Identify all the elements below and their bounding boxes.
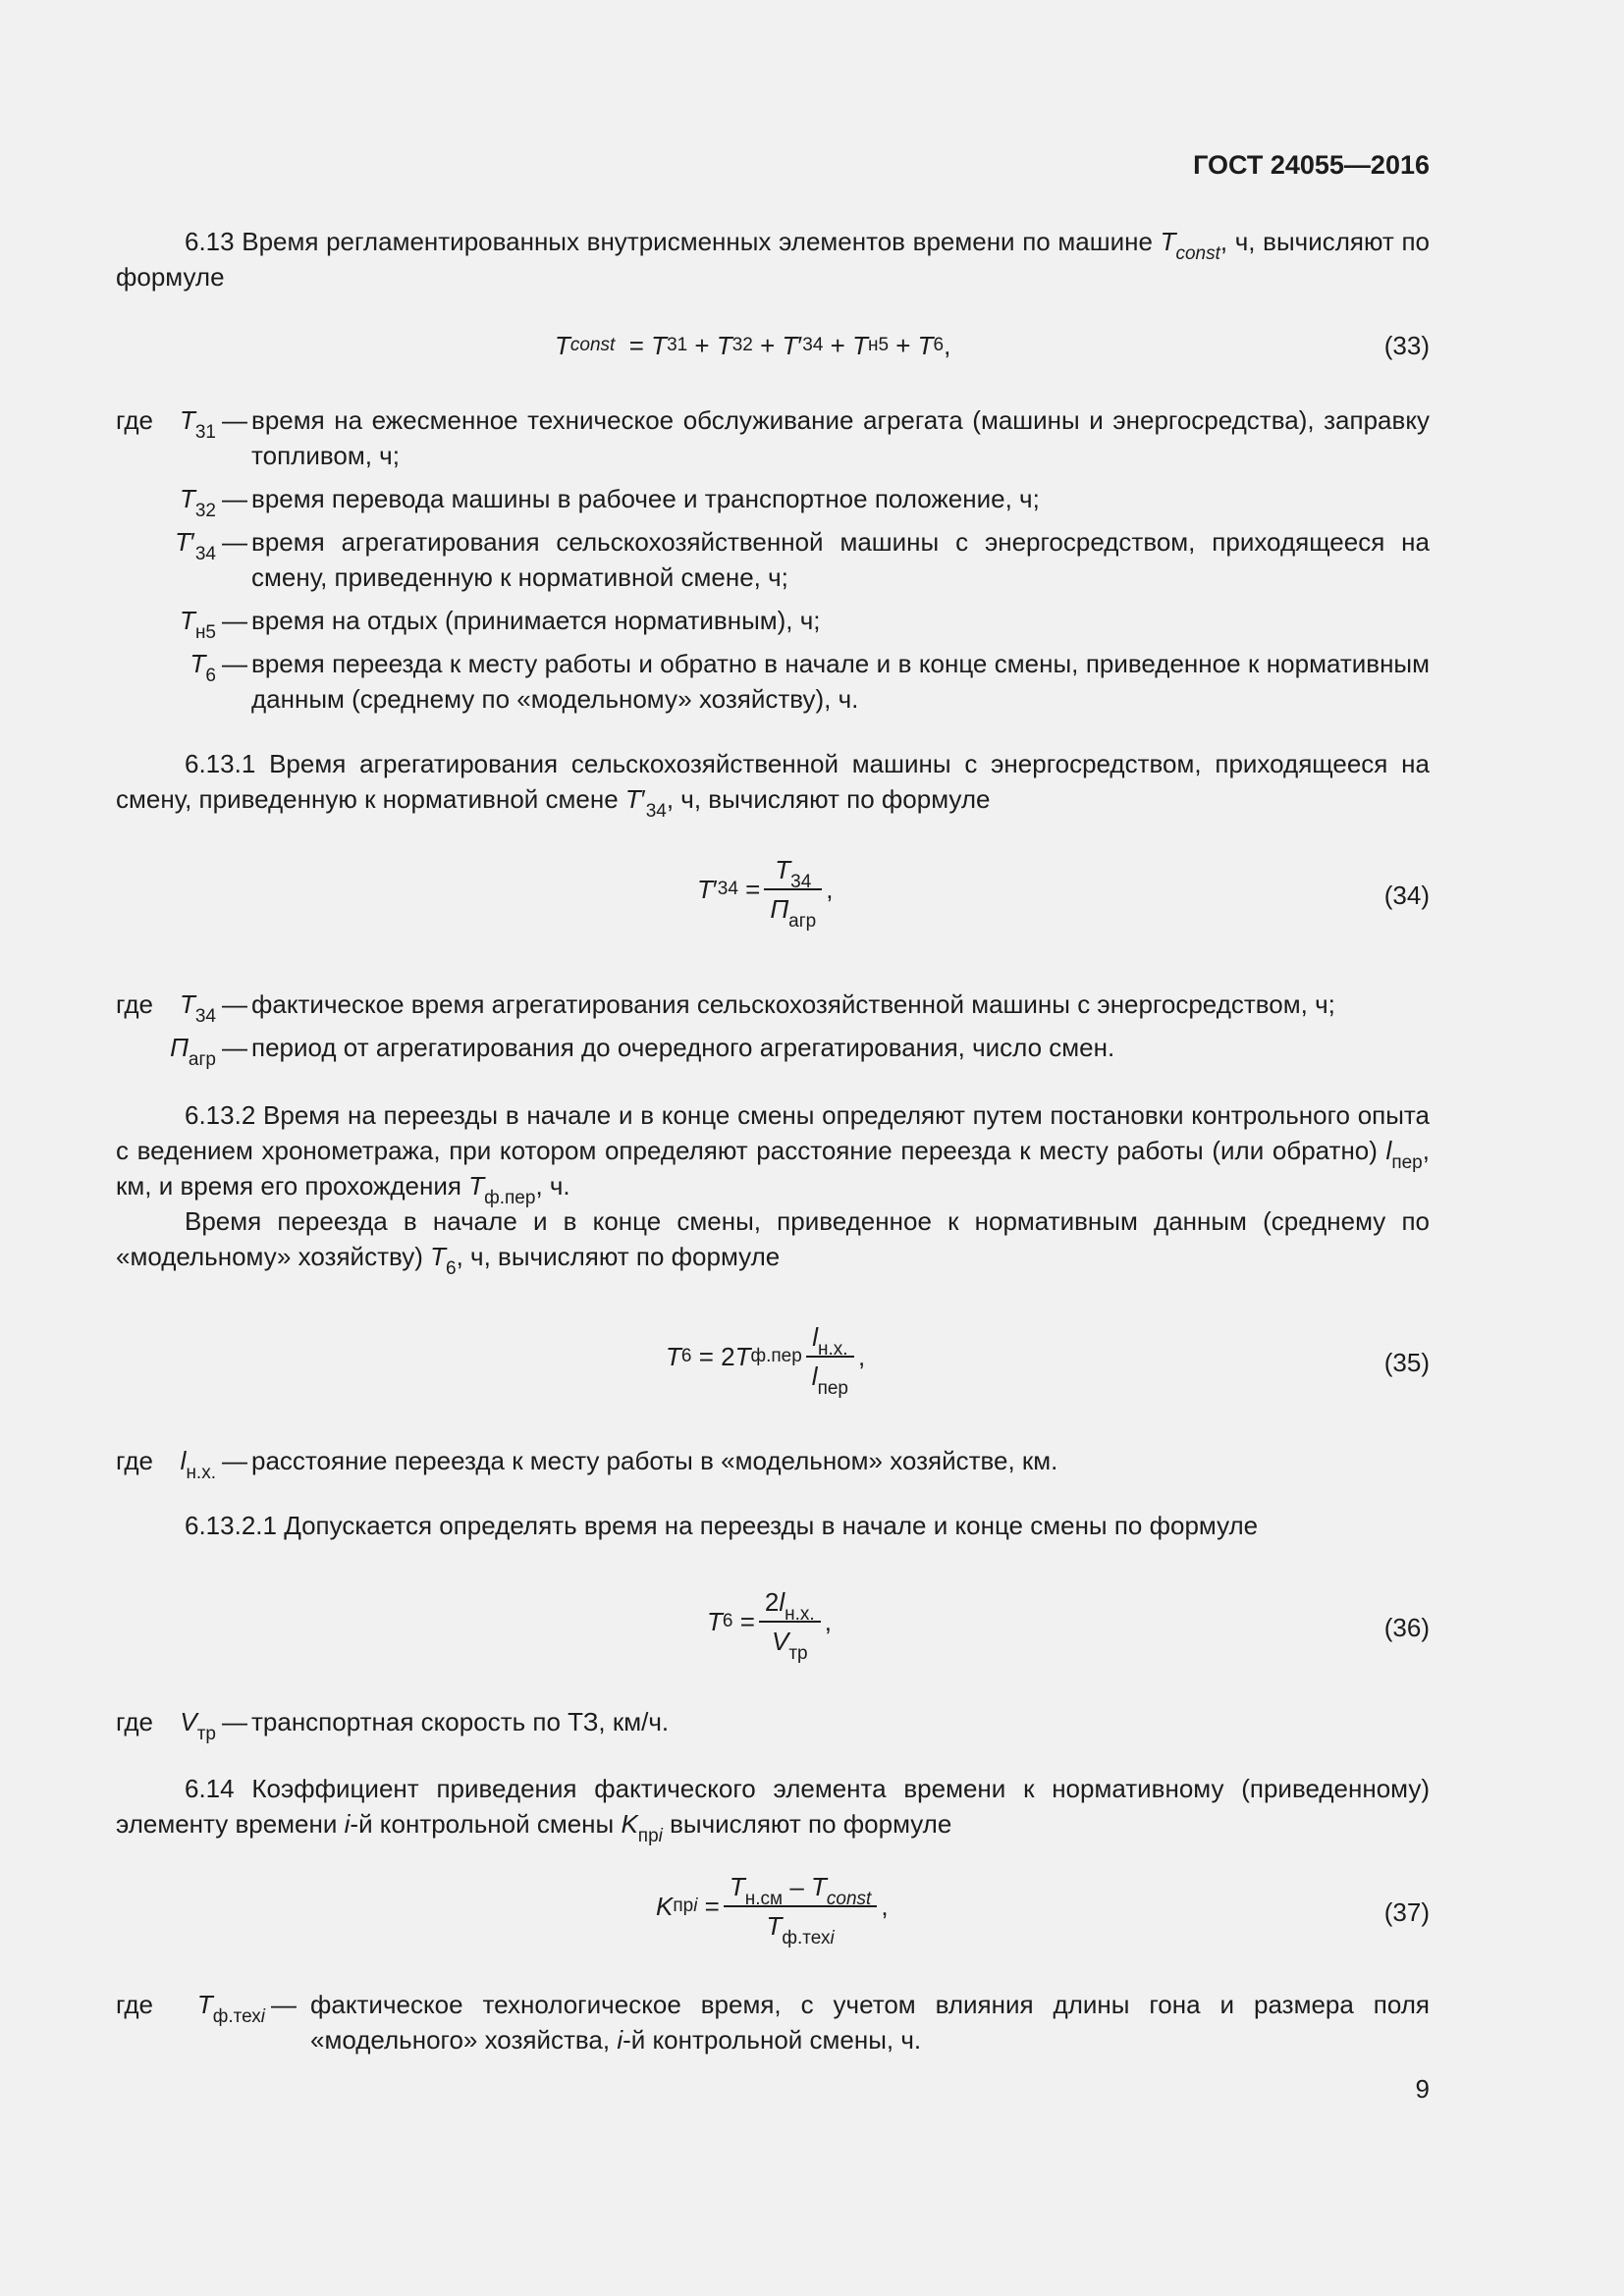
formula-33 [116,304,1430,393]
fraction: $\frac{T_{34}}{П_{агр}}$ [764,854,822,925]
paragraph-6-13-2-continued: Время переезда в начале и в конце смены, приведенное к нормативным данным (среднему по «модельному» хозяйству) $T_6$, ч, вычисляют по формуле [116,1206,1430,1279]
paragraph-6-14: 6.14 Коэффициент приведения фактического элемента времени к нормативному (приведенному) элементу времени i-й контрольной смены $K_{прi}$ вычисляют по формуле [116,1774,1430,1846]
where-word: где [116,989,153,1019]
where-list-33 [116,402,1430,724]
formula-34-body: T ′ 34 = $\frac{T_{34}}{П_{агр}}$ , [697,855,834,932]
equation-number-37: (37) [1383,1897,1430,1927]
equation-number-34: (34) [1383,881,1430,910]
where-word: где [116,1990,153,2019]
formula-36-body: T 6 = $\frac{2l_{н.х.}}{V_{тр}}$ , [707,1587,832,1664]
where-item: $T'_{34}$ — время агрегатирования сельскохозяйственной машины с энергосредством, приходящееся на смену, приведенную к нормативной смене, ч; [175,527,1430,592]
where-item: $T_{н5}$ — время на отдых (принимается нормативным), ч; [180,606,821,643]
page-number: 9 [1415,2074,1430,2104]
document-header: ГОСТ 24055—2016 [1193,150,1430,180]
where-word: где [116,1707,153,1736]
formula-35 [116,1321,1430,1410]
where-item: где $T_{ф.техi}$ — фактическое технологическое время, с учетом влияния длины гона и размера поля «модельного» хозяйства, i-й контрольной смены, ч. [116,1987,1430,2057]
where-item: где $T_{34}$ — фактическое время агрегатирования сельскохозяйственной машины с энергосредством, ч; [116,987,1430,1022]
formula-36 [116,1586,1430,1675]
formula-37-body: K прi = $\frac{T_{н.см} - T_{const}}{T_{ф.техi}}$ , [656,1872,889,1949]
paragraph-6-13-2-1: 6.13.2.1 Допускается определять время на переезды в начале и конце смены по формуле [185,1511,1259,1540]
formula-33-body: T const = T 31 + T 32 + T ′ 34 + T н5 + T 6 , [555,331,951,360]
where-list-35 [116,1443,1430,1486]
paragraph-6-13: 6.13 Время регламентированных внутрисменных элементов времени по машине $T_{const}$, ч, вычисляют по формуле [116,227,1431,292]
where-item: где $T_{31}$ — время на ежесменное техническое обслуживание агрегата (машины и энергосредства), заправку топливом, ч; [116,402,1430,473]
document-page [116,0,1430,2296]
formula-35-body: T 6 = 2 T ф.пер $\frac{l_{н.х.}}{l_{пер}}$ , [666,1322,866,1399]
where-item: где $l_{н.х.}$ — расстояние переезда к месту работы в «модельном» хозяйстве, км. [116,1443,1430,1478]
where-list-36 [116,1704,1430,1747]
where-item: $T_{32}$ — время перевода машины в рабочее и транспортное положение, ч; [179,484,1040,521]
where-list-37 [116,1987,1430,2065]
paragraph-6-13-2: 6.13.2 Время на переезды в начале и в конце смены определяют путем постановки контрольного опыта с ведением хронометража, при котором определяют расстояние переезда к месту работы (или обратно) $l_{пер}$, км, и время его прохождения $T_{ф.пер}$, ч. [116,1100,1430,1208]
fraction: $\frac{T_{н.см} - T_{const}}{T_{ф.техi}}$ [724,1871,877,1942]
paragraph-6-13-1: 6.13.1 Время агрегатирования сельскохозяйственной машины с энергосредством, приходящееся на смену, приведенную к нормативной смене $T'_{34}$, ч, вычисляют по формуле [116,749,1430,822]
fraction: $\frac{l_{н.х.}}{l_{пер}}$ [806,1321,854,1392]
formula-34 [116,854,1430,942]
formula-37 [116,1871,1430,1959]
where-word: где [116,1446,153,1475]
fraction: $\frac{2l_{н.х.}}{V_{тр}}$ [759,1586,821,1657]
where-item: $T_6$ — время переезда к месту работы и обратно в начале и в конце смены, приведенное к нормативным данным (среднему по «модельному» хозяйству), ч. [189,649,1430,714]
where-word: где [116,405,153,435]
equation-number-33: (33) [1383,331,1430,360]
where-item: где $V_{тр}$ — транспортная скорость по ТЗ, км/ч. [116,1704,1430,1739]
equation-number-36: (36) [1383,1613,1430,1642]
where-item: $П_{агр}$ — период от агрегатирования до очередного агрегатирования, число смен. [170,1033,1115,1070]
where-list-34 [116,987,1430,1073]
equation-number-35: (35) [1383,1348,1430,1377]
